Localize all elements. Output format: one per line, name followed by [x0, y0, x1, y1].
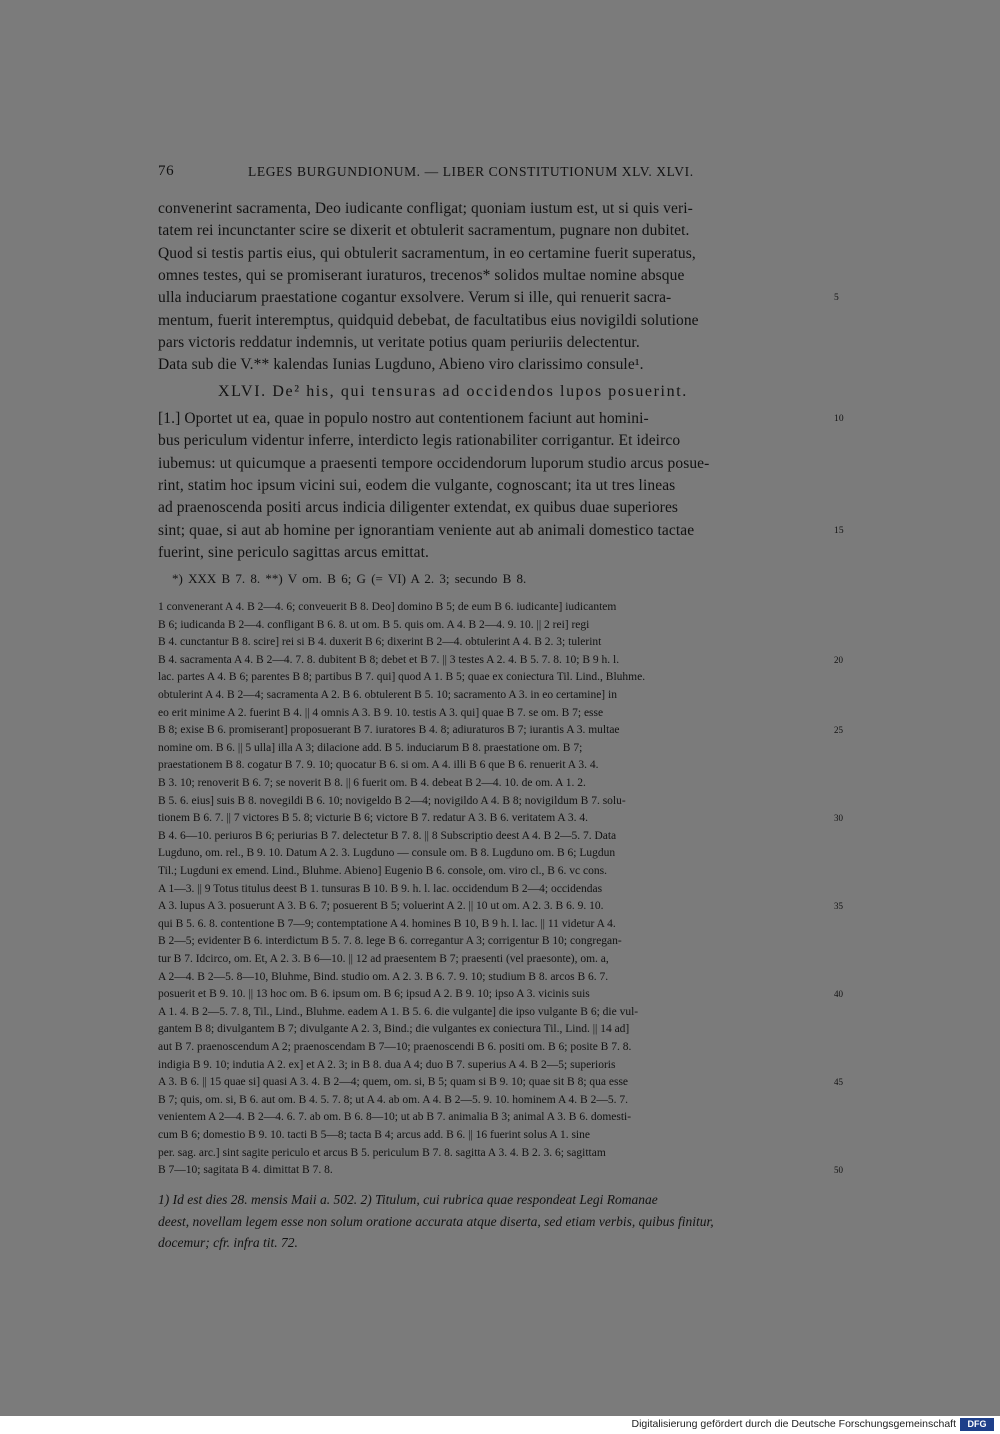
- main-text-line: convenerint sacramenta, Deo iudicante confligat; quoniam iustum est, ut si quis veri-: [158, 200, 693, 217]
- apparatus-line: A 3. lupus A 3. posuerunt A 3. B 6. 7; posuerent B 5; voluerint A 2. || 10 ut om. A 2. 3. B 6. 9. 10.: [158, 900, 604, 913]
- section-text-line: ad praenoscenda positi arcus indicia diligenter extendat, ex quibus duae superiores: [158, 499, 679, 517]
- apparatus-line: B 2—5; evidenter B 6. interdictum B 5. 7. 8. lege B 6. corregantur A 3; corrigentur B 10; congregan-: [158, 935, 622, 948]
- line-number: 40: [834, 989, 843, 1000]
- main-text-line: mentum, fuerit interemptus, quidquid debebat, de facultatibus eius novigildi solutione: [158, 311, 699, 329]
- apparatus-line: per. sag. arc.] sint sagite periculo et arcus B 5. periculum B 7. 8. sagitta A 3. 4. B 2. 3. 6; sagittam: [158, 1146, 606, 1159]
- apparatus-line: B 3. 10; renoverit B 6. 7; se noverit B 8. || 6 fuerit om. B 4. debeat B 2—4. 10. de om. A 1. 2.: [158, 777, 586, 789]
- apparatus-line: lac. partes A 4. B 6; parentes B 8; partibus B 7. qui] quod A 1. B 5; quae ex coniectura Til. Lind., Bluhme.: [158, 671, 646, 684]
- line-number: 15: [834, 525, 844, 536]
- apparatus-line: gantem B 8; divulgantem B 7; divulgante A 2. 3, Bind.; die vulgantes ex coniectura Til., Lind. || 14 ad]: [158, 1023, 630, 1036]
- apparatus-line: tur B 7. Idcirco, om. Et, A 2. 3. B 6—10. || 12 ad praesentem B 7; praesenti (vel praesonte), om. a,: [158, 953, 609, 965]
- apparatus-line: B 5. 6. eius] suis B 8. novegildi B 6. 10; novigeldo B 2—4; novigildo A 4. B 8; novigildum B 7. solu-: [158, 794, 626, 807]
- line-number: 5: [834, 293, 839, 304]
- apparatus-line: posuerit et B 9. 10. || 13 hoc om. B 6. ipsum om. B 6; ipsud A 2. B 9. 10; ipso A 3. vicinis suis: [158, 988, 590, 1001]
- section-text-line: iubemus: ut quicumque a praesenti tempore occidendorum luporum studio arcus posue-: [158, 454, 710, 472]
- line-number: 50: [834, 1165, 843, 1176]
- line-number: 20: [834, 654, 843, 665]
- line-number: 45: [834, 1077, 843, 1088]
- apparatus-line: A 1—3. || 9 Totus titulus deest B 1. tunsuras B 10. B 9. h. l. lac. occidendum B 2—4; occidendas: [158, 882, 603, 895]
- apparatus-line: A 3. B 6. || 15 quae si] quasi A 3. 4. B 2—4; quem, om. si, B 5; quam si B 9. 10; quae sit B 8; qua esse: [158, 1076, 629, 1089]
- apparatus-line: praestationem B 8. cogatur B 7. 9. 10; quocatur B 6. si om. A 4. illi B 6 que B 6. renuerit A 3. 4.: [158, 759, 599, 772]
- apparatus-line: Lugduno, om. rel., B 9. 10. Datum A 2. 3. Lugduno — consule om. B 8. Lugduno om. B 6; Lugdun: [158, 847, 616, 860]
- section-text-line: [1.] Oportet ut ea, quae in populo nostro aut contentionem faciunt aut homini-: [158, 410, 649, 427]
- apparatus-line: A 2—4. B 2—5. 8—10, Bluhme, Bind. studio om. A 2. 3. B 6. 7. 9. 10; studium B 8. arcos B 6. 7.: [158, 970, 609, 983]
- apparatus-line: A 1. 4. B 2—5. 7. 8, Til., Lind., Bluhme. eadem A 1. B 5. 6. die vulgante] die ipso vulgante B 6; die vul-: [158, 1005, 639, 1018]
- main-text-line: pars victoris reddatur indemnis, ut veritate potius quam periuriis delectentur.: [158, 333, 640, 351]
- line-number: 10: [834, 414, 844, 424]
- main-text-line: omnes testes, qui se promiserant iuraturos, trecenos* solidos multae nomine absque: [158, 266, 685, 284]
- apparatus-line: B 8; exise B 6. promiserant] proposuerant B 7. iuratores B 4. 8; adiuraturos B 7; iurantis A 3. multae: [158, 724, 620, 737]
- apparatus-line: aut B 7. praenoscendum A 2; praenoscendam B 7—10; praenoscendi B 6. positi om. B 6; posite B 7. 8.: [158, 1041, 632, 1053]
- line-number: 25: [834, 725, 843, 736]
- apparatus-line: cum B 6; domestio B 9. 10. tacti B 5—8; tacta B 4; arcus add. B 6. || 16 fuerint solus A 1. sine: [158, 1129, 590, 1141]
- apparatus-line: indigia B 9. 10; indutia A 2. ex] et A 2. 3; in B 8. dua A 4; duo B 7. superius A 4. B 2—5; superioris: [158, 1058, 616, 1071]
- line-number: 30: [834, 813, 843, 824]
- note-line: deest, novellam legem esse non solum oratione accurata atque diserta, sed etiam verbis, quibus finitur,: [158, 1213, 714, 1229]
- apparatus-line: Til.; Lugduni ex emend. Lind., Bluhme. Abieno] Eugenio B 6. console, om. viro cl., B 6. vc cons.: [158, 865, 607, 877]
- section-title: XLVI. De² his, qui tensuras ad occidendos lupos posuerint.: [218, 383, 688, 400]
- apparatus-line: tionem B 6. 7. || 7 victores B 5. 8; victurie B 6; victore B 7. redatur A 3. B 6. veritatem A 3. 4.: [158, 812, 589, 825]
- line-number: 35: [834, 901, 843, 912]
- main-text-line: Quod si testis partis eius, qui obtulerit sacramentum, in eo certamine fuerit superatus,: [158, 244, 696, 262]
- note-line: docemur; cfr. infra tit. 72.: [158, 1235, 298, 1250]
- apparatus-line: B 7; quis, om. si, B 6. aut om. B 4. 5. 7. 8; ut A 4. ab om. A 4. B 2—5. 9. 10. hominem A 4. B 2—5. 7.: [158, 1093, 628, 1106]
- running-title: LEGES BURGUNDIONUM. — LIBER CONSTITUTIONUM XLV. XLVI.: [248, 164, 694, 179]
- section-text-line: sint; quae, si aut ab homine per ignorantiam veniente aut ab animali domestico tactae: [158, 521, 695, 539]
- apparatus-line: B 4. cunctantur B 8. scire] rei si B 4. duxerit B 6; dixerint B 2—4. obtulerint A 4. B 2. 3; tulerint: [158, 636, 602, 649]
- apparatus-line: venientem A 2—4. B 2—4. 6. 7. ab om. B 6. 8—10; ut ab B 7. animalia B 3; animal A 3. B 6. domesti-: [158, 1111, 632, 1124]
- footer-bar: [0, 1416, 1000, 1434]
- apparatus-line: qui B 5. 6. 8. contentione B 7—9; contemptatione A 4. homines B 10, B 9 h. l. lac. || 11 videtur A 4.: [158, 917, 616, 930]
- apparatus-line: 1 convenerant A 4. B 2—4. 6; conveuerit B 8. Deo] domino B 5; de eum B 6. iudicante] iudicantem: [158, 601, 617, 613]
- apparatus-line: nomine om. B 6. || 5 ulla] illa A 3; dilacione add. B 5. induciarum B 8. praestatione om. B 7;: [158, 741, 583, 754]
- dfg-logo: DFG: [960, 1418, 994, 1431]
- footer-credit: Digitalisierung gefördert durch die Deutsche Forschungsgemeinschaft: [631, 1418, 956, 1430]
- running-header: [158, 163, 828, 183]
- apparatus-line: eo erit minime A 2. fuerint B 4. || 4 omnis A 3. B 9. 10. testis A 3. qui] quae B 7. se om. B 7; esse: [158, 706, 604, 719]
- main-text-line: Data sub die V.** kalendas Iunias Lugduno, Abieno viro clarissimo consule¹.: [158, 356, 644, 374]
- main-text-line: tatem rei incunctanter scire se dixerit et obtulerit sacramentum, pugnare non dubitet.: [158, 222, 690, 240]
- note-line: 1) Id est dies 28. mensis Maii a. 502. 2) Titulum, cui rubrica quae respondeat Legi Romanae: [158, 1192, 658, 1207]
- apparatus-line: B 6; iudicanda B 2—4. confligant B 6. 8. ut om. B 5. quis om. A 4. B 2—4. 9. 10. || 2 rei] regi: [158, 618, 590, 631]
- section-text-line: bus periculum videntur inferre, interdicto legis rationabiliter corrigantur. Et ideirco: [158, 432, 681, 450]
- star-footnotes: *) XXX B 7. 8. **) V om. B 6; G (= VI) A 2. 3; secundo B 8.: [172, 571, 527, 586]
- page-number: 76: [158, 163, 175, 179]
- apparatus-line: B 7—10; sagitata B 4. dimittat B 7. 8.: [158, 1164, 333, 1177]
- apparatus-line: B 4. 6—10. periuros B 6; periurias B 7. delectetur B 7. 8. || 8 Subscriptio deest A 4. B 2—5. 7. Data: [158, 829, 617, 842]
- apparatus-line: obtulerint A 4. B 2—4; sacramenta A 2. B 6. obtulerent B 5. 10; sacramento A 3. in eo certamine] in: [158, 689, 617, 701]
- apparatus-line: B 4. sacramenta A 4. B 2—4. 7. 8. dubitent B 8; debet et B 7. || 3 testes A 2. 4. B 5. 7. 8. 10; B 9 h. l.: [158, 653, 620, 666]
- section-text-line: fuerint, sine periculo sagittas arcus emittat.: [158, 543, 430, 561]
- main-text-line: ulla induciarum praestatione cogantur exsolvere. Verum si ille, qui renuerit sacra-: [158, 289, 672, 307]
- section-text-line: rint, statim hoc ipsum vicini sui, eodem die vulgante, cognoscant; ita ut tres lineas: [158, 476, 676, 494]
